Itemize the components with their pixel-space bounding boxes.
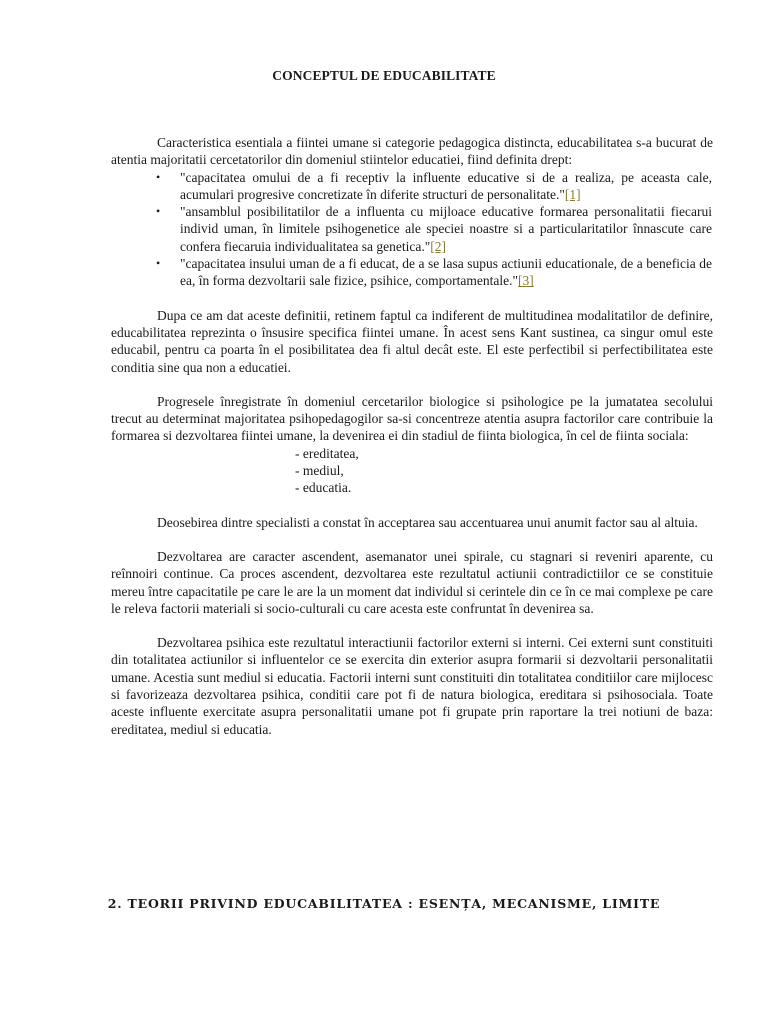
factor-item: - ereditatea, (295, 445, 359, 461)
paragraph-gap (111, 376, 713, 393)
definition-item (111, 169, 713, 204)
definition-item (111, 203, 713, 255)
psychic-development-paragraph: Dezvoltarea psihica este rezultatul interactiunii factorilor externi si interni. Cei externi sunt constituiti din totalitatea actiunilor si influentelor ce se exercita din exterior asupra formarii si dezvoltarii personalitatii umane. Acestia sunt mediul si educatia. Factorii interni sunt constituiti din totalitatea conditiilor care mijlocesc si favorizeaza dezvoltarea psihica, conditii care pot fi de natura biologica, ereditara si psihosociala. Toate aceste influente exercitate asupra personalitatii umane pot fi grupate prin raportare la trei notiuni de baza: ereditatea, mediul si educatia. (111, 635, 713, 737)
definitions-summary-paragraph: Dupa ce am dat aceste definitii, retinem faptul ca indiferent de multitudinea modalitatilor de definire, educabilitatea reprezinta o însusire specifica fiintei umane. În acest sens Kant sustinea, ca singur omul este educabil, pentru ca poarta în el posibilitatea dea fi altul decât este. El este perfectibil si perfectibilitatea este conditia sine qua non a educatiei. (111, 307, 713, 375)
bullet-icon: • (156, 256, 161, 271)
progress-paragraph: Progresele înregistrate în domeniul cercetarilor biologice si psihologice pe la jumatatea secolului trecut au determinat majoritatea psihopedagogilor sa-si concentreze atentia asupra factorilor care contribuie la formarea si dezvoltarea fiintei umane, la devenirea ei din stadiul de fiinta biologica, în cel de fiinta sociala: (111, 393, 713, 444)
definitions-list (111, 169, 713, 290)
intro-paragraph: Caracteristica esentiala a fiintei umane si categorie pedagogica distincta, educabilitatea s-a bucurat de atentia majoritatii cercetatorilor din domeniul stiintelor educatiei, fiind definita drept: (111, 135, 713, 168)
paragraph-gap (111, 617, 713, 634)
paragraph-gap (111, 290, 713, 307)
bullet-icon: • (156, 169, 161, 184)
definition-item (111, 255, 713, 290)
factors-list (111, 445, 713, 497)
document-body (111, 134, 713, 738)
footnote-link[interactable]: [2] (430, 238, 447, 254)
page-title: CONCEPTUL DE EDUCABILITATE (272, 68, 496, 83)
factor-item: - educatia. (295, 480, 352, 496)
paragraph-gap (111, 497, 713, 514)
definition-text: "capacitatea omului de a fi receptiv la influente educative si de a realiza, pe aceasta cale, acumulari progresive concretizate în diferite structuri de personalitate." (180, 169, 712, 202)
specialists-paragraph: Deosebirea dintre specialisti a constat în acceptarea sau accentuarea unui anumit factor sau al altuia. (157, 514, 698, 530)
section-heading: 2. TEORII PRIVIND EDUCABILITATEA : ESENȚA, MECANISME, LIMITE (107, 896, 661, 911)
definition-text: "ansamblul posibilitatilor de a influenta cu mijloace educative formarea personalitatii fiecarui individ uman, în limitele psihogenetice ale speciei noastre si a particularitatilor înnascute care confera fiecaruia individualitatea sa genetica." (180, 204, 712, 254)
bullet-icon: • (156, 204, 161, 219)
footnote-link[interactable]: [1] (564, 186, 581, 202)
definition-text: "capacitatea insului uman de a fi educat, de a se lasa supus actiunii educationale, de a beneficia de ea, în forma dezvoltarii sale fizice, psihice, comportamentale." (180, 256, 712, 289)
development-paragraph: Dezvoltarea are caracter ascendent, asemanator unei spirale, cu stagnari si reveniri aparente, cu reînnoiri continue. Ca proces ascendent, dezvoltarea este rezultatul actiunii contradictiilor ce se constituie mereu între capacitatile pe care le are la un moment dat individul si cerintele din ce în ce mai complexe pe care le releva factorii materiali si socio-culturali cu care acesta este confruntat în devenirea sa. (111, 548, 713, 616)
factor-item: - mediul, (295, 463, 344, 479)
footnote-link[interactable]: [3] (518, 273, 534, 289)
paragraph-gap (111, 531, 713, 548)
